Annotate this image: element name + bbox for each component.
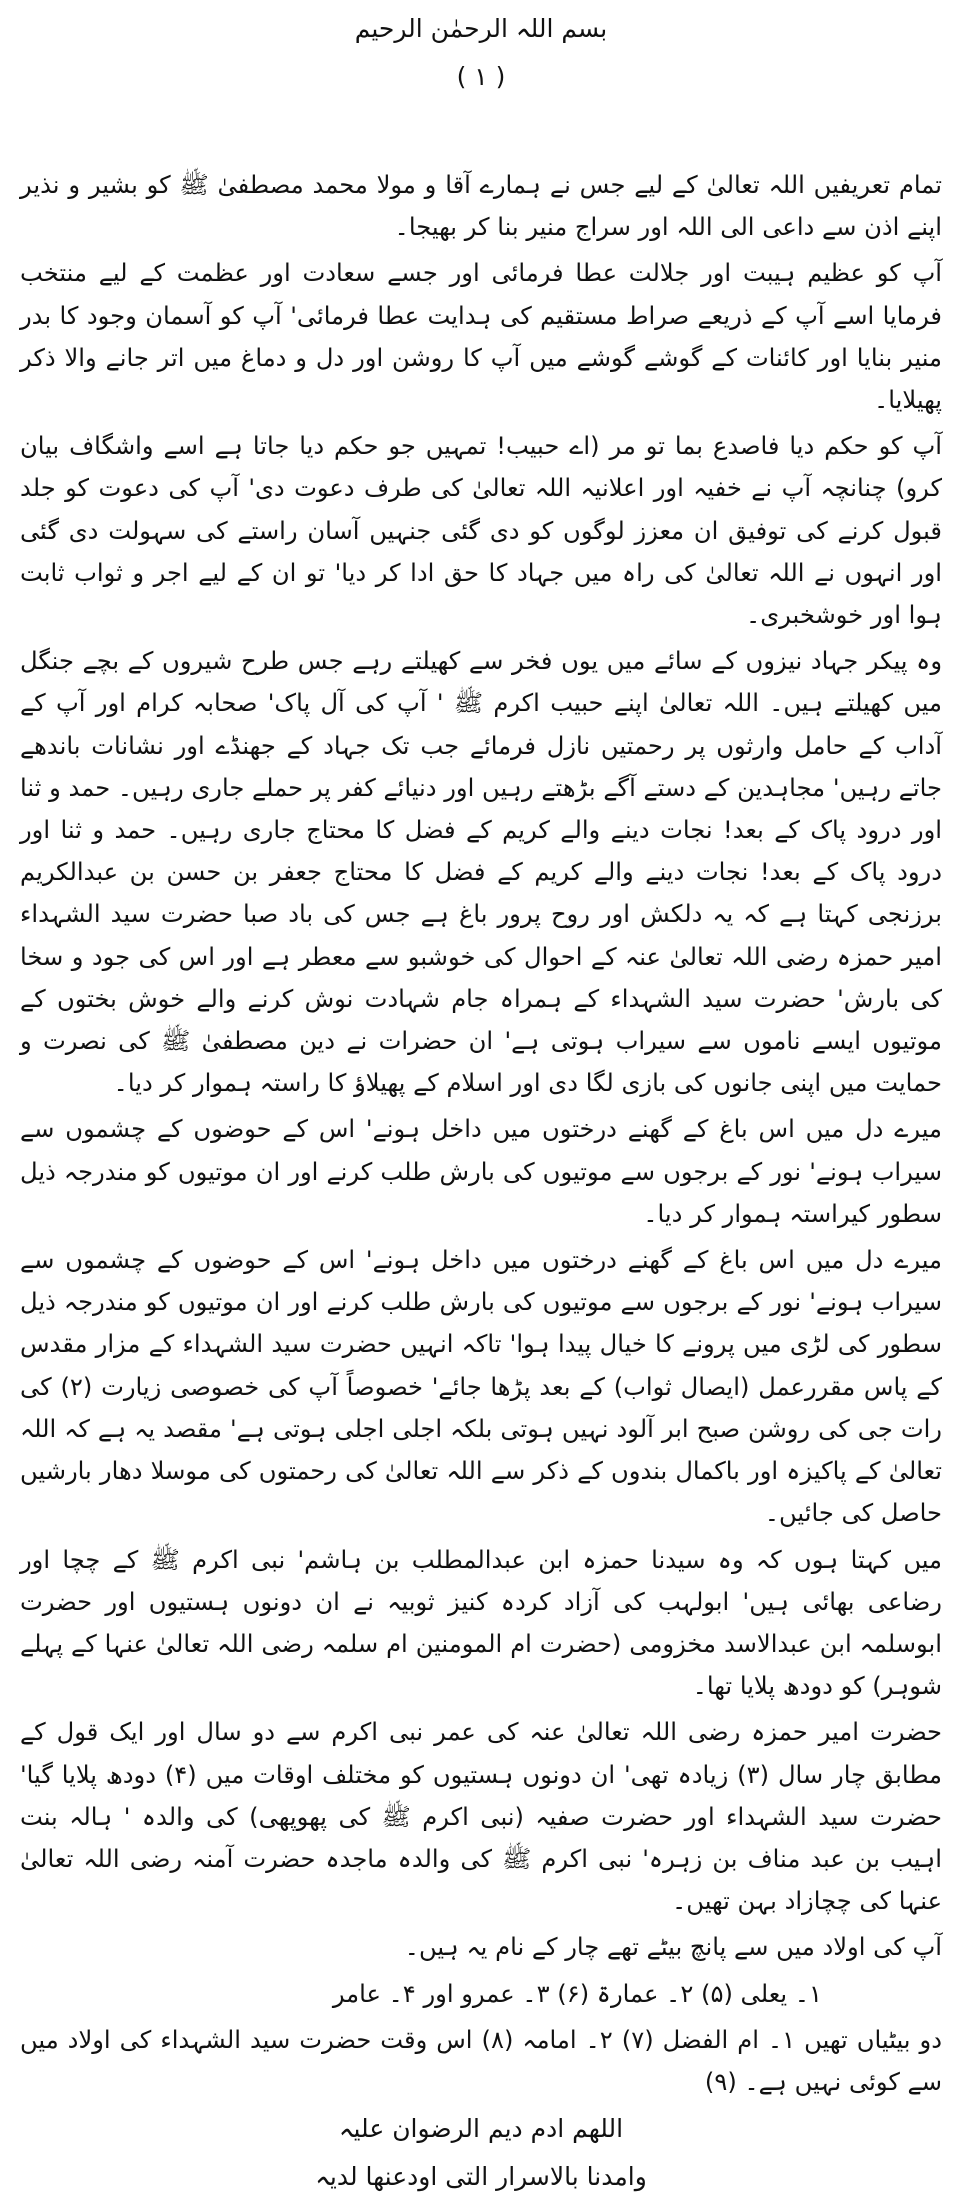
paragraph-daughters: دو بیٹیاں تھیں ۱۔ ام الفضل (۷) ۲۔ امامہ (۸) اس وقت حضرت سید الشہداء کی اولاد میں سے کوئی نہیں ہے۔ (۹) <box>20 2025 942 2096</box>
paragraph-children-intro: آپ کی اولاد میں سے پانچ بیٹے تھے چار کے نام یہ ہیں۔ <box>404 1933 942 1962</box>
paragraph-heart-2: میرے دل میں اس باغ کے گھنے درختوں میں داخل ہونے' اس کے حوضوں کے چشموں سے سیراب ہونے' نور کے برجوں سے موتیوں کی بارش طلب کرنے اور ان موتیوں کو مندرجہ ذیل سطور کی لڑی میں پرونے کا خیال پیدا ہوا' تاکہ انہیں حضرت سید الشہداء کے مزار مقدس کے پاس مقررعمل (ایصال ثواب) کے بعد پڑھا جائے' خصوصاً آپ کی خصوصی زیارت (۲) کی رات جی کی روشن صبح ابر آلود نہیں ہوتی بلکہ اجلی اجلی ہوتی ہے' مقصد یہ ہے کہ اللہ تعالیٰ کے پاکیزہ اور باکمال بندوں کے ذکر سے اللہ تعالیٰ کی رحمتوں کی موسلا دھار بارشیں حاصل کی جائیں۔ <box>20 1246 942 1528</box>
body-text <box>20 164 942 1969</box>
paragraph-lineage: میں کہتا ہوں کہ وہ سیدنا حمزہ ابن عبدالمطلب بن ہاشم' نبی اکرم ﷺ کے چچا اور رضاعی بھائی ہیں' ابولہب کی آزاد کردہ کنیز ثوبیہ نے ان دونوں ہستیوں اور حضرت ابوسلمہ ابن عبدالاسد مخزومی (حضرت ام المومنین ام سلمہ رضی اللہ تعالیٰ عنہا کے پہلے شوہر) کو دودھ پلایا تھا۔ <box>20 1545 942 1701</box>
closing-dua-line-2: وامدنا بالاسرار التی اودعنھا لدیہ <box>315 2161 647 2191</box>
bismillah-heading: بسم اللہ الرحمٰن الرحیم <box>354 14 608 43</box>
paragraph-jihad: وہ پیکر جہاد نیزوں کے سائے میں یوں فخر سے کھیلتے رہے جس طرح شیروں کے بچے جنگل میں کھیلتے ہیں۔ اللہ تعالیٰ اپنے حبیب اکرم ﷺ ' آپ کی آل پاک' صحابہ کرام اور آپ کے آداب کے حامل وارثوں پر رحمتیں نازل فرمائے جب تک جہاد کے جھنڈے اور نشانات باندھے جاتے رہیں' مجاہدین کے دستے آگے بڑھتے رہیں اور دنیائے کفر پر حملے جاری رہیں۔ حمد و ثنا اور درود پاک کے بعد! نجات دینے والے کریم کے فضل کا محتاج جاری رہیں۔ حمد و ثنا اور درود پاک کے بعد! نجات دینے والے کریم کے فضل کا محتاج جعفر بن حسن بن عبدالکریم برزنجی کہتا ہے کہ یہ دلکش اور روح پرور باغ ہے جس کی باد صبا حضرت سید الشہداء امیر حمزہ رضی اللہ تعالیٰ عنہ کے احوال کی خوشبو سے معطر ہے اور اس کی جود و سخا کی بارش' حضرت سید الشہداء کے ہمراہ جام شہادت نوش کرنے والے خوش بختوں کے موتیوں ایسے ناموں سے سیراب ہوتی ہے' ان حضرات نے دین مصطفیٰ ﷺ کی نصرت و حمایت میں اپنی جانوں کی بازی لگا دی اور اسلام کے پھیلاؤ کا راستہ ہموار کر دیا۔ <box>20 647 942 1098</box>
closing-dua <box>20 2109 942 2197</box>
paragraph-heart-1: میرے دل میں اس باغ کے گھنے درختوں میں داخل ہونے' اس کے حوضوں کے چشموں سے سیراب ہونے' نور کے برجوں سے موتیوں کی بارش طلب کرنے اور ان موتیوں کو مندرجہ ذیل سطور کیراستہ ہموار کر دیا۔ <box>20 1115 942 1228</box>
page-number: ( ۱ ) <box>456 62 506 91</box>
daughters-block <box>20 2019 942 2103</box>
children-list: ۱۔ یعلی (۵) ۲۔ عمارۃ (۶) ۳۔ عمرو اور ۴۔ عامر <box>332 1979 822 2008</box>
paragraph-guidance: آپ کو عظیم ہیبت اور جلالت عطا فرمائی اور جسے سعادت اور عظمت کے لیے منتخب فرمایا اسے آپ کے ذریعے صراط مستقیم کی ہدایت عطا فرمائی' آپ کو آسمان وجود کا بدر منیر بنایا اور کائنات کے گوشے گوشے میں آپ کا روشن اور دل و دماغ میں اتر جانے والا ذکر پھیلایا۔ <box>20 259 942 415</box>
paragraph-command: آپ کو حکم دیا فاصدع بما تو مر (اے حبیب! تمہیں جو حکم دیا جاتا ہے اسے واشگاف بیان کرو) چنانچہ آپ نے خفیہ اور اعلانیہ اللہ تعالیٰ کی طرف دعوت دی' آپ کی دعوت کو جلد قبول کرنے کی توفیق ان معزز لوگوں کو دی گئی جنہیں آسان راستے کی سہولت دی گئی اور انہوں نے اللہ تعالیٰ کی راہ میں جہاد کا حق ادا کر دیا' تو ان کے لیے اجر و ثواب ثابت ہوا اور خوشخبری۔ <box>20 432 942 630</box>
paragraph-praise: تمام تعریفیں اللہ تعالیٰ کے لیے جس نے ہمارے آقا و مولا محمد مصطفیٰ ﷺ کو بشیر و نذیر اپنے اذن سے داعی الی اللہ اور سراج منیر بنا کر بھیجا۔ <box>20 171 942 242</box>
closing-dua-line-1: اللھم ادم دیم الرضوان علیہ <box>338 2113 624 2143</box>
paragraph-age: حضرت امیر حمزہ رضی اللہ تعالیٰ عنہ کی عمر نبی اکرم سے دو سال اور ایک قول کے مطابق چار سال (۳) زیادہ تھی' ان دونوں ہستیوں کو مختلف اوقات میں (۴) دودھ پلایا گیا' حضرت سید الشہداء اور حضرت صفیہ (نبی اکرم ﷺ کی پھوپھی) کی والدہ ' ہالہ بنت اہیب بن عبد مناف بن زہرہ' نبی اکرم ﷺ کی والدہ ماجدہ حضرت آمنہ رضی اللہ تعالیٰ عنہا کی چچازاد بہن تھیں۔ <box>20 1718 942 1916</box>
